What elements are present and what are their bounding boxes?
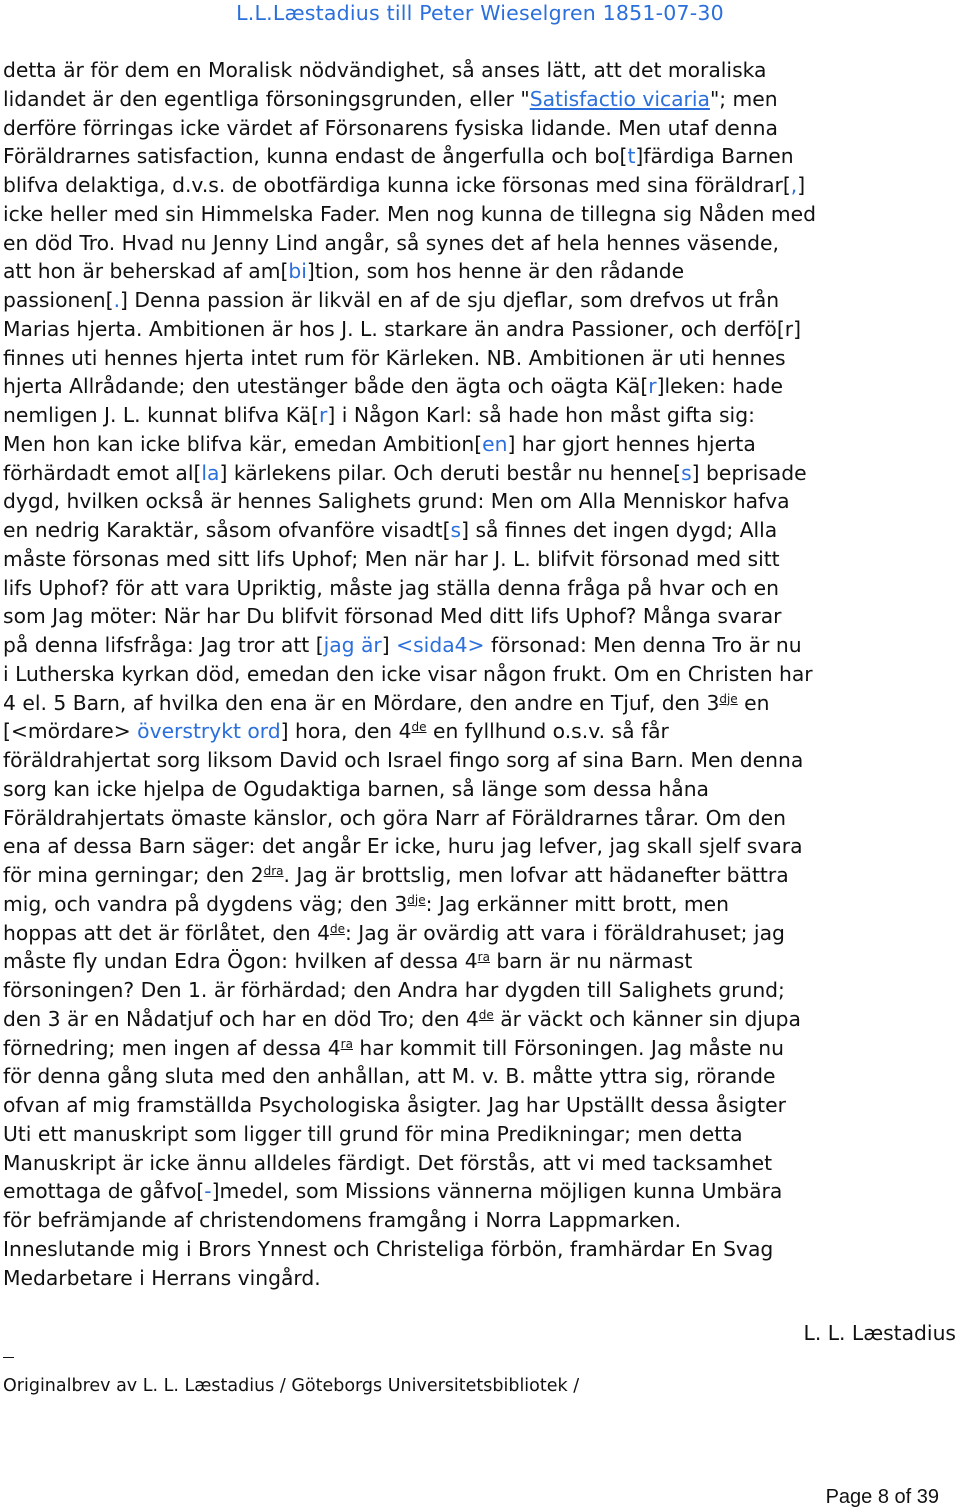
text-line: för befrämjande af christendomens framgång i Norra Lappmarken. (3, 1208, 682, 1232)
text-line: Medarbetare i Herrans vingård. (3, 1265, 321, 1290)
text-line: föräldrahjertat sorg liksom David och Israel fingo sorg af sina Barn. Men denna (3, 748, 804, 772)
text-line: en nedrig Karaktär, såsom ofvanföre visadt[s] så finnes det ingen dygd; Alla (3, 518, 778, 542)
text-line: nemligen J. L. kunnat blifva Kä[r] i Någon Karl: så hade hon måst gifta sig: (3, 403, 755, 427)
editorial-insertion: r (648, 374, 657, 399)
text-line: ofvan af mig framställda Psychologiska åsigter. Jag har Upställt dessa åsigter (3, 1093, 786, 1117)
editorial-insertion: . (113, 288, 121, 312)
text-line: försoningen? Den 1. är förhärdad; den Andra har dygden till Salighets grund; (3, 978, 785, 1002)
editorial-insertion: la (201, 460, 220, 485)
text-line: blifva delaktiga, d.v.s. de obotfärdiga kunna icke försonas med sina föräldrar[,] (3, 173, 806, 197)
text-line: förnedring; men ingen af dessa $4^{ra}$ har kommit till Försoningen. Jag måste nu (3, 1035, 784, 1060)
footnote-divider (3, 1357, 14, 1358)
letter-body (3, 56, 958, 1292)
text-line: Föräldrahjertats ömaste känslor, och göra Narr af Föräldrarnes tårar. Om den (3, 805, 786, 830)
text-line: finnes uti hennes hjerta intet rum för Kärleken. NB. Ambitionen är uti hennes (3, 345, 786, 370)
editorial-insertion: t (627, 144, 636, 169)
text-line: sorg kan icke hjelpa de Ogudaktiga barnen, så länge som dessa håna (3, 776, 709, 801)
text-line: hoppas att det är förlåtet, den 4de: Jag är ovärdig att vara i föräldrahuset; jag (3, 920, 785, 945)
text-line: lidandet är den egentliga försoningsgrunden, eller "Satisfactio vicaria"; men (3, 86, 778, 111)
text-line: måste försonas med sitt lifs Uphof; Men när har J. L. blifvit försonad med sitt (3, 546, 780, 571)
page-header-title: L.L.Læstadius till Peter Wieselgren 1851-07-30 (236, 1, 724, 25)
text-line: förhärdadt emot al[la] kärlekens pilar. Och deruti består nu henne[s] beprisade (3, 460, 807, 485)
footnote-source: Originalbrev av L. L. Læstadius / Göteborgs Universitetsbibliotek / (3, 1376, 580, 1396)
text-line: mig, och vandra på dygdens väg; den $3^{dje}$: Jag erkänner mitt brott, men (3, 891, 730, 916)
text-line: Manuskript är icke ännu alldeles färdigt. Det förstås, att vi med tacksamhet (3, 1150, 773, 1175)
text-line: som Jag möter: När har Du blifvit försonad Med ditt lifs Uphof? Många svarar (3, 604, 782, 629)
ordinal-superscript: de (411, 720, 427, 735)
ordinal-superscript: dra (263, 864, 284, 878)
signature: L. L. Læstadius (803, 1321, 956, 1345)
page-marker: <sida4> (396, 633, 485, 657)
text-line: passionen[.] Denna passion är likväl en af de sju djeflar, som drefvos ut från (3, 288, 780, 312)
text-line: Men hon kan icke blifva kär, emedan Ambition[en] har gjort hennes hjerta (3, 431, 756, 456)
editorial-insertion: r (319, 403, 328, 427)
editorial-insertion: - (204, 1179, 212, 1204)
text-line: emottaga de gåfvo[-]medel, som Missions vännerna möjligen kunna Umbära (3, 1179, 783, 1204)
ordinal-superscript: dje (719, 691, 738, 706)
editorial-insertion: s (450, 518, 462, 542)
text-line: hjerta Allrådande; den utestänger både den ägta och oägta Kä[r]leken: hade (3, 374, 783, 399)
text-line: icke heller med sin Himmelska Fader. Men nog kunna de tillegna sig Nåden med (3, 201, 816, 226)
ordinal-superscript: de (329, 921, 345, 936)
text-line: Föräldrarnes satisfaction, kunna endast de ångerfulla och bo[t]färdiga Barnen (3, 144, 794, 169)
satisfactio-vicaria-link[interactable]: Satisfactio vicaria (529, 86, 710, 111)
editorial-note: överstrykt ord (137, 719, 281, 744)
ordinal-superscript: dje (407, 892, 426, 907)
text-line: dygd, hvilken också är hennes Salighets grund: Men om Alla Menniskor hafva (3, 489, 790, 514)
text-line: derföre förringas icke värdet af Försonarens fysiska lidande. Men utaf denna (3, 115, 778, 140)
text-line: på denna lifsfråga: Jag tror att [jag är] <sida4> försonad: Men denna Tro är nu (3, 633, 802, 657)
text-line: den 3 är en Nådatjuf och har en död Tro; den 4de är väckt och känner sin djupa (3, 1006, 801, 1031)
text-line: Inneslutande mig i Brors Ynnest och Christeliga förbön, framhärdar En Svag (3, 1236, 774, 1261)
editorial-insertion: bi (288, 259, 307, 284)
page-number: Page 8 of 39 (825, 1486, 939, 1508)
text-line: Uti ett manuskript som ligger till grund för mina Predikningar; men detta (3, 1121, 743, 1146)
editorial-insertion: s (681, 460, 692, 485)
editorial-insertion: , (790, 173, 798, 197)
text-line: att hon är beherskad af am[bi]tion, som hos henne är den rådande (3, 259, 685, 284)
text-line: Marias hjerta. Ambitionen är hos J. L. starkare än andra Passioner, och derfö[r] (3, 316, 802, 341)
text-line: för denna gång sluta med den anhållan, att M. v. B. måtte yttra sig, rörande (3, 1064, 776, 1089)
text-line: för mina gerningar; den $2^{dra}$. Jag är brottslig, men lofvar att hädanefter bättra (3, 863, 789, 887)
text-line: ena af dessa Barn säger: det angår Er icke, huru jag lefver, jag skall sjelf svara (3, 834, 803, 859)
text-line: 4 el. 5 Barn, af hvilka den ena är en Mördare, den andre en Tjuf, den $3^{dje}$ en (3, 690, 770, 715)
ordinal-superscript: de (478, 1007, 494, 1022)
text-line: [<mördare> överstrykt ord] hora, den 4de en fyllhund o.s.v. så får (3, 719, 669, 744)
text-line: detta är för dem en Moralisk nödvändighet, så anses lätt, att det moraliska (3, 58, 767, 82)
text-line: i Lutherska kyrkan död, emedan den icke visar någon frukt. Om en Christen har (3, 661, 813, 686)
ordinal-superscript: ra (477, 950, 490, 965)
ordinal-superscript: ra (340, 1036, 353, 1051)
text-line: lifs Uphof? för att vara Upriktig, måste jag ställa denna fråga på hvar och en (3, 575, 780, 600)
editorial-insertion: jag är (323, 633, 382, 657)
editorial-insertion: en (482, 431, 508, 456)
text-line: måste fly undan Edra Ögon: hvilken af dessa $4^{ra}$ barn är nu närmast (3, 949, 693, 974)
text-line: en död Tro. Hvad nu Jenny Lind angår, så synes det af hela hennes väsende, (3, 230, 779, 255)
